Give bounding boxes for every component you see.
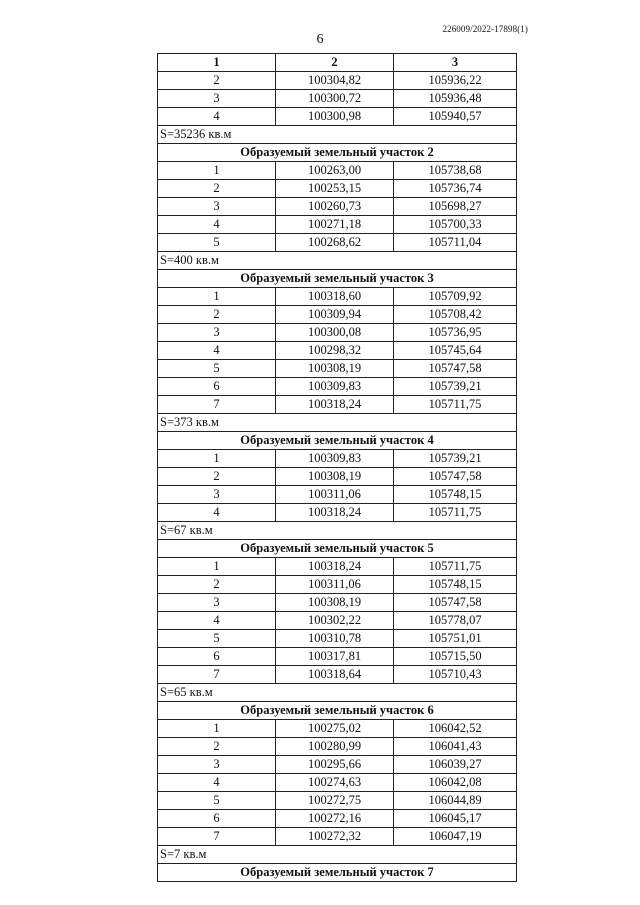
coordinates-table-body <box>158 54 517 882</box>
coordinate-x: 100263,00 <box>276 162 394 180</box>
coordinate-x: 100309,83 <box>276 450 394 468</box>
coordinate-y: 106042,08 <box>394 774 517 792</box>
coordinate-y: 106044,89 <box>394 792 517 810</box>
point-number: 4 <box>158 612 276 630</box>
point-number: 4 <box>158 108 276 126</box>
coordinate-x: 100280,99 <box>276 738 394 756</box>
table-row <box>158 594 517 612</box>
table-row <box>158 342 517 360</box>
column-header: 2 <box>276 54 394 72</box>
area-row <box>158 522 517 540</box>
section-row <box>158 144 517 162</box>
coordinate-y: 105739,21 <box>394 450 517 468</box>
section-title: Образуемый земельный участок 4 <box>158 432 517 450</box>
point-number: 7 <box>158 828 276 846</box>
table-row <box>158 360 517 378</box>
coordinate-y: 105700,33 <box>394 216 517 234</box>
point-number: 1 <box>158 720 276 738</box>
table-row <box>158 558 517 576</box>
table-row <box>158 810 517 828</box>
table-row <box>158 576 517 594</box>
section-title: Образуемый земельный участок 5 <box>158 540 517 558</box>
table-row <box>158 828 517 846</box>
coordinate-x: 100300,98 <box>276 108 394 126</box>
table-row <box>158 324 517 342</box>
area-row <box>158 414 517 432</box>
coordinate-y: 105940,57 <box>394 108 517 126</box>
table-row <box>158 486 517 504</box>
coordinate-y: 105748,15 <box>394 486 517 504</box>
coordinate-x: 100318,60 <box>276 288 394 306</box>
point-number: 3 <box>158 486 276 504</box>
section-title: Образуемый земельный участок 6 <box>158 702 517 720</box>
point-number: 7 <box>158 666 276 684</box>
coordinate-y: 105778,07 <box>394 612 517 630</box>
coordinate-y: 105751,01 <box>394 630 517 648</box>
point-number: 1 <box>158 162 276 180</box>
point-number: 4 <box>158 774 276 792</box>
table-header-row <box>158 54 517 72</box>
area-value: S=35236 кв.м <box>158 126 517 144</box>
point-number: 3 <box>158 324 276 342</box>
table-row <box>158 306 517 324</box>
point-number: 5 <box>158 360 276 378</box>
table-row <box>158 288 517 306</box>
section-row <box>158 702 517 720</box>
table-row <box>158 180 517 198</box>
coordinate-y: 105715,50 <box>394 648 517 666</box>
point-number: 2 <box>158 306 276 324</box>
table-row <box>158 162 517 180</box>
point-number: 5 <box>158 630 276 648</box>
point-number: 4 <box>158 504 276 522</box>
coordinate-y: 106039,27 <box>394 756 517 774</box>
table-row <box>158 504 517 522</box>
coordinate-x: 100309,83 <box>276 378 394 396</box>
table-row <box>158 774 517 792</box>
coordinate-x: 100302,22 <box>276 612 394 630</box>
coordinate-x: 100318,24 <box>276 504 394 522</box>
coordinate-x: 100308,19 <box>276 594 394 612</box>
area-row <box>158 684 517 702</box>
coordinate-y: 105745,64 <box>394 342 517 360</box>
coordinate-x: 100272,75 <box>276 792 394 810</box>
coordinate-x: 100310,78 <box>276 630 394 648</box>
coordinate-y: 105747,58 <box>394 360 517 378</box>
coordinates-table <box>157 53 517 882</box>
coordinate-y: 106041,43 <box>394 738 517 756</box>
coordinate-x: 100300,72 <box>276 90 394 108</box>
coordinate-x: 100309,94 <box>276 306 394 324</box>
coordinate-y: 105709,92 <box>394 288 517 306</box>
coordinate-x: 100308,19 <box>276 360 394 378</box>
coordinate-y: 105708,42 <box>394 306 517 324</box>
point-number: 2 <box>158 72 276 90</box>
coordinate-x: 100268,62 <box>276 234 394 252</box>
point-number: 4 <box>158 216 276 234</box>
coordinate-x: 100274,63 <box>276 774 394 792</box>
table-row <box>158 90 517 108</box>
area-value: S=67 кв.м <box>158 522 517 540</box>
area-row <box>158 126 517 144</box>
coordinate-y: 105748,15 <box>394 576 517 594</box>
point-number: 6 <box>158 378 276 396</box>
coordinate-x: 100275,02 <box>276 720 394 738</box>
coordinate-x: 100298,32 <box>276 342 394 360</box>
section-row <box>158 270 517 288</box>
section-row <box>158 432 517 450</box>
table-row <box>158 378 517 396</box>
point-number: 4 <box>158 342 276 360</box>
point-number: 2 <box>158 468 276 486</box>
coordinate-y: 105736,74 <box>394 180 517 198</box>
document-id: 226009/2022-17898(1) <box>442 24 528 34</box>
table-row <box>158 648 517 666</box>
coordinate-x: 100311,06 <box>276 576 394 594</box>
point-number: 6 <box>158 648 276 666</box>
coordinate-x: 100272,16 <box>276 810 394 828</box>
section-title: Образуемый земельный участок 7 <box>158 864 517 882</box>
coordinate-y: 105711,04 <box>394 234 517 252</box>
table-row <box>158 234 517 252</box>
section-row <box>158 864 517 882</box>
coordinate-x: 100272,32 <box>276 828 394 846</box>
coordinate-y: 105936,22 <box>394 72 517 90</box>
point-number: 2 <box>158 180 276 198</box>
table-row <box>158 630 517 648</box>
coordinate-y: 106047,19 <box>394 828 517 846</box>
table-row <box>158 612 517 630</box>
table-row <box>158 738 517 756</box>
coordinate-x: 100260,73 <box>276 198 394 216</box>
coordinate-y: 105710,43 <box>394 666 517 684</box>
coordinate-y: 105738,68 <box>394 162 517 180</box>
point-number: 1 <box>158 450 276 468</box>
section-title: Образуемый земельный участок 3 <box>158 270 517 288</box>
point-number: 3 <box>158 198 276 216</box>
area-value: S=65 кв.м <box>158 684 517 702</box>
table-row <box>158 756 517 774</box>
area-value: S=400 кв.м <box>158 252 517 270</box>
point-number: 3 <box>158 594 276 612</box>
table-row <box>158 396 517 414</box>
coordinate-y: 105698,27 <box>394 198 517 216</box>
coordinate-y: 105711,75 <box>394 558 517 576</box>
table-row <box>158 468 517 486</box>
point-number: 7 <box>158 396 276 414</box>
table-row <box>158 666 517 684</box>
point-number: 5 <box>158 234 276 252</box>
area-row <box>158 846 517 864</box>
coordinate-x: 100318,24 <box>276 558 394 576</box>
coordinate-y: 105747,58 <box>394 594 517 612</box>
coordinate-x: 100304,82 <box>276 72 394 90</box>
area-value: S=7 кв.м <box>158 846 517 864</box>
coordinate-x: 100300,08 <box>276 324 394 342</box>
point-number: 2 <box>158 738 276 756</box>
coordinate-x: 100308,19 <box>276 468 394 486</box>
table-row <box>158 792 517 810</box>
coordinate-y: 105936,48 <box>394 90 517 108</box>
column-header: 3 <box>394 54 517 72</box>
table-row <box>158 198 517 216</box>
point-number: 1 <box>158 288 276 306</box>
table-row <box>158 216 517 234</box>
coordinate-x: 100295,66 <box>276 756 394 774</box>
coordinate-y: 105736,95 <box>394 324 517 342</box>
area-value: S=373 кв.м <box>158 414 517 432</box>
section-row <box>158 540 517 558</box>
table-row <box>158 720 517 738</box>
point-number: 2 <box>158 576 276 594</box>
table-row <box>158 450 517 468</box>
coordinate-y: 105711,75 <box>394 396 517 414</box>
coordinate-x: 100311,06 <box>276 486 394 504</box>
section-title: Образуемый земельный участок 2 <box>158 144 517 162</box>
column-header: 1 <box>158 54 276 72</box>
coordinate-y: 105711,75 <box>394 504 517 522</box>
coordinate-x: 100271,18 <box>276 216 394 234</box>
coordinate-y: 106042,52 <box>394 720 517 738</box>
coordinate-x: 100253,15 <box>276 180 394 198</box>
point-number: 3 <box>158 90 276 108</box>
coordinate-x: 100318,64 <box>276 666 394 684</box>
page-number: 6 <box>316 32 324 47</box>
coordinate-y: 105747,58 <box>394 468 517 486</box>
point-number: 1 <box>158 558 276 576</box>
coordinate-x: 100318,24 <box>276 396 394 414</box>
coordinate-y: 106045,17 <box>394 810 517 828</box>
point-number: 5 <box>158 792 276 810</box>
area-row <box>158 252 517 270</box>
coordinate-y: 105739,21 <box>394 378 517 396</box>
point-number: 6 <box>158 810 276 828</box>
coordinate-x: 100317,81 <box>276 648 394 666</box>
table-row <box>158 72 517 90</box>
table-row <box>158 108 517 126</box>
point-number: 3 <box>158 756 276 774</box>
